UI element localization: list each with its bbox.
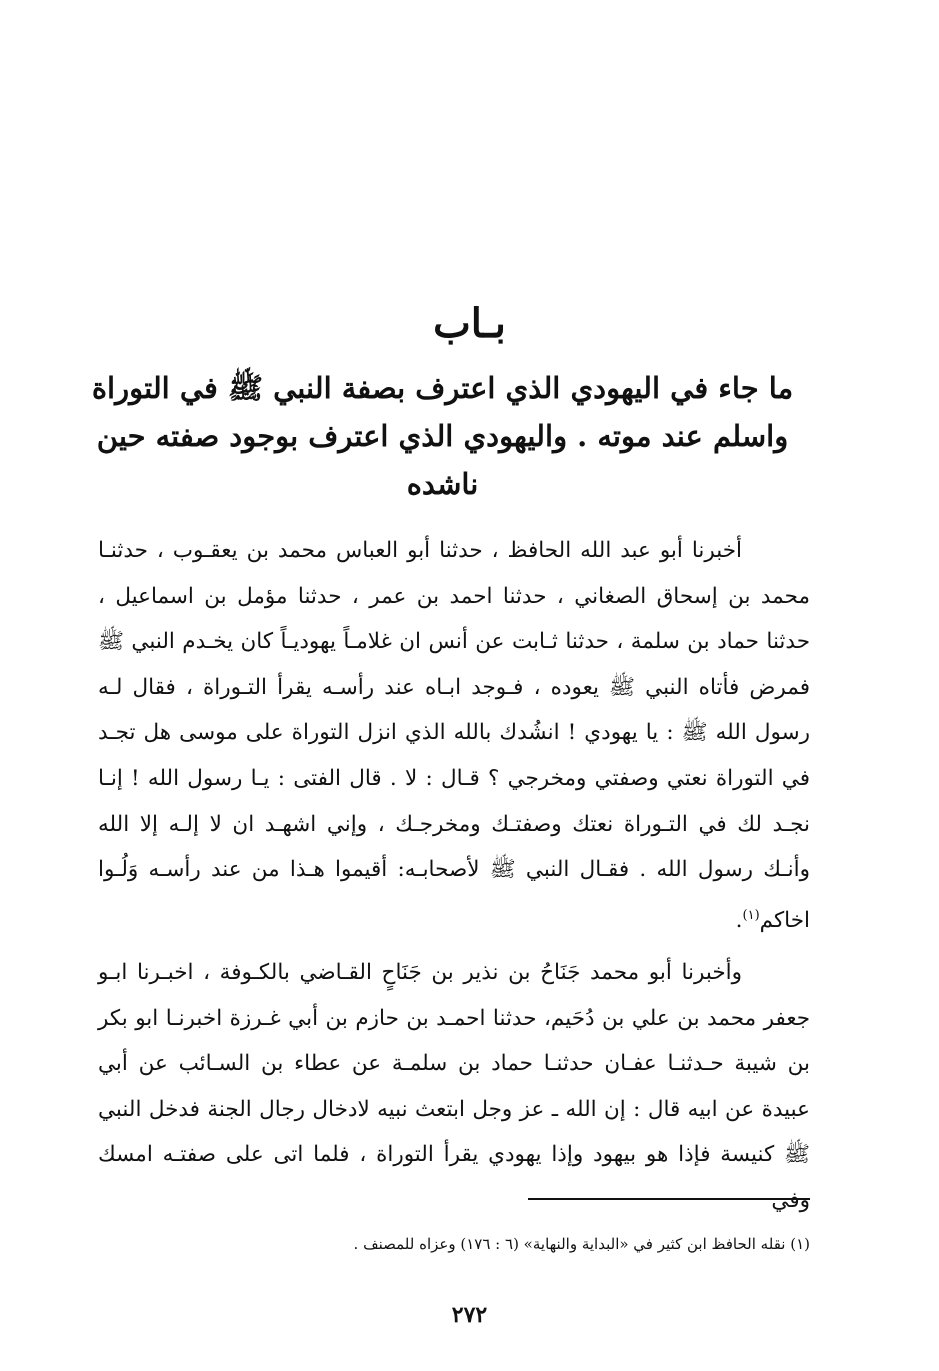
- paragraph-2-text: وأخبرنا أبو محمد جَنَاحُ بن نذير بن جَنَاحٍ القـاضي بالكـوفة ، اخبـرنا ابـو جعفر محمد بن علي بن دُحَيم، حدثنا احمـد بن حازم بن أبي غـرزة اخبرنـا ابو بكر بن شيبة حـدثنـا عفـان حدثنـا حماد بن سلمـة عن عطاء بن السـائب عن أبي عبيدة عن ابيه قال : إن الله ـ عز وجل ابتعث نبيه لادخال رجال الجنة فدخل النبي ﷺ كنيسة فإذا هو بيهود وإذا يهودي يقرأ التوراة ، فلما اتى على صفتـه امسك وفي: [98, 960, 810, 1213]
- paragraph-1: [98, 528, 810, 944]
- footnote: (١) نقله الحافظ ابن كثير في «البداية والنهاية» (٦ : ١٧٦) وعزاه للمصنف .: [353, 1235, 810, 1253]
- paragraph-1-end: .: [735, 907, 743, 933]
- footnote-separator: [528, 1198, 810, 1200]
- paragraph-1-text: أخبرنا أبو عبد الله الحافظ ، حدثنا أبو العباس محمد بن يعقـوب ، حدثنـا محمد بن إسحاق الصغاني ، حدثنا احمد بن عمر ، حدثنا مؤمل بن اسماعيل ، حدثنا حماد بن سلمة ، حدثنا ثـابت عن أنس ان غلامـاً يهوديـاً كان يخـدم النبي ﷺ فمرض فأتاه النبي ﷺ يعوده ، فـوجد ابـاه عند رأسـه يقرأ التـوراة ، فقال لـه رسول الله ﷺ : يا يهودي ! انشُدك بالله الذي انزل التوراة على موسى هل تجـد في التوراة نعتي وصفتي ومخرجي ؟ قـال : لا . قال الفتى : يـا رسول الله ! إنـا نجـد لك في التـوراة نعتك وصفتـك ومخرجـك ، وإني اشهـد ان لا إلـه إلا الله وأنـك رسول الله . فقـال النبي ﷺ لأصحابـه: أقيموا هـذا من عند رأسـه وَلُـوا اخاكم: [98, 538, 810, 933]
- page-number: ٢٧٢: [451, 1302, 488, 1328]
- paragraph-2: [98, 950, 810, 1224]
- chapter-label: بـاب: [433, 300, 506, 347]
- chapter-title: ما جاء في اليهودي الذي اعترف بصفة النبي ﷺ في التوراة واسلم عند موته . واليهودي الذي اعترف بوجود صفته حين ناشده: [91, 371, 794, 501]
- footnote-ref: (١): [742, 907, 760, 923]
